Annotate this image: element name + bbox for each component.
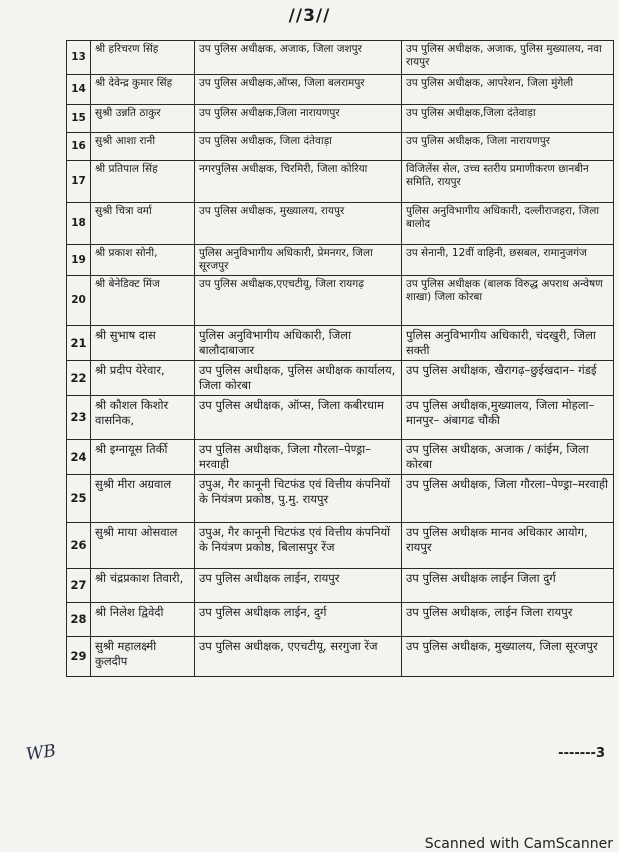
officer-name: श्री चंद्रप्रकाश तिवारी, (91, 569, 195, 603)
officer-name: श्री इग्नायूस तिर्की (91, 440, 195, 475)
current-posting: उप पुलिस अधीक्षक,जिला नारायणपुर (195, 105, 402, 133)
current-posting: उप पुलिस अधीक्षक, जिला गौरला–पेण्ड्रा–मरवाही (195, 440, 402, 475)
row-number: 20 (67, 276, 91, 326)
current-posting: पुलिस अनुविभागीय अधिकारी, जिला बालौदाबाजार (195, 326, 402, 361)
table-row (67, 105, 614, 133)
table-row (67, 637, 614, 677)
row-number: 21 (67, 326, 91, 361)
row-number: 28 (67, 603, 91, 637)
new-posting: उप पुलिस अधीक्षक लाईन जिला दुर्ग (402, 569, 614, 603)
row-number: 17 (67, 161, 91, 203)
row-number: 13 (67, 41, 91, 75)
new-posting: उप पुलिस अधीक्षक,मुख्यालय, जिला मोहला–मानपुर– अंबागढ चौकी (402, 396, 614, 440)
current-posting: उप पुलिस अधीक्षक, मुख्यालय, रायपुर (195, 203, 402, 245)
row-number: 15 (67, 105, 91, 133)
table-row (67, 133, 614, 161)
new-posting: उप पुलिस अधीक्षक मानव अधिकार आयोग, रायपुर (402, 523, 614, 569)
officer-name: सुश्री उन्नति ठाकुर (91, 105, 195, 133)
officer-name: श्री प्रदीप येरेवार, (91, 361, 195, 396)
current-posting: उप पुलिस अधीक्षक, अजाक, जिला जशपुर (195, 41, 402, 75)
page-header: //3// (288, 6, 331, 26)
continuation-marker: -------3 (558, 746, 605, 761)
current-posting: उपुअ, गैर कानूनी चिटफंड एवं वित्तीय कंपनियों के नियंत्रण प्रकोष्ठ, पु.मु. रायपुर (195, 475, 402, 523)
transfer-table (66, 40, 614, 677)
row-number: 27 (67, 569, 91, 603)
current-posting: उप पुलिस अधीक्षक, ऑप्स, जिला कबीरधाम (195, 396, 402, 440)
officer-name: श्री कौशल किशोर वासनिक, (91, 396, 195, 440)
officer-name: श्री प्रतिपाल सिंह (91, 161, 195, 203)
row-number: 25 (67, 475, 91, 523)
row-number: 19 (67, 245, 91, 276)
current-posting: उप पुलिस अधीक्षक,एएचटीयू, जिला रायगढ़ (195, 276, 402, 326)
officer-name: श्री सुभाष दास (91, 326, 195, 361)
table-row (67, 475, 614, 523)
row-number: 18 (67, 203, 91, 245)
new-posting: उप पुलिस अधीक्षक, अजाक, पुलिस मुख्यालय, नवा रायपुर (402, 41, 614, 75)
current-posting: उप पुलिस अधीक्षक, जिला दंतेवाड़ा (195, 133, 402, 161)
officer-name: सुश्री महालक्ष्मी कुलदीप (91, 637, 195, 677)
signature: WB (24, 741, 58, 765)
new-posting: उप पुलिस अधीक्षक (बालक विरुद्ध अपराध अन्वेषण शाखा) जिला कोरबा (402, 276, 614, 326)
current-posting: उप पुलिस अधीक्षक, एएचटीयू, सरगुजा रेंज (195, 637, 402, 677)
table-row (67, 603, 614, 637)
officer-name: सुश्री मीरा अग्रवाल (91, 475, 195, 523)
table-row (67, 75, 614, 105)
new-posting: उप पुलिस अधीक्षक, जिला गौरला–पेण्ड्रा–मरवाही (402, 475, 614, 523)
officer-name: श्री देवेन्द्र कुमार सिंह (91, 75, 195, 105)
table-row (67, 396, 614, 440)
table-row (67, 276, 614, 326)
table-row (67, 41, 614, 75)
new-posting: उप पुलिस अधीक्षक,जिला दंतेवाड़ा (402, 105, 614, 133)
new-posting: उप पुलिस अधीक्षक, खैरागढ़–छुईखदान– गंडई (402, 361, 614, 396)
new-posting: उप सेनानी, 12वीं वाहिनी, छसबल, रामानुजगंज (402, 245, 614, 276)
row-number: 23 (67, 396, 91, 440)
row-number: 16 (67, 133, 91, 161)
new-posting: उप पुलिस अधीक्षक, जिला नारायणपुर (402, 133, 614, 161)
scanner-watermark: Scanned with CamScanner (424, 836, 613, 852)
row-number: 26 (67, 523, 91, 569)
row-number: 14 (67, 75, 91, 105)
table-row (67, 523, 614, 569)
new-posting: पुलिस अनुविभागीय अधिकारी, दल्लीराजहरा, जिला बालोद (402, 203, 614, 245)
table-row (67, 245, 614, 276)
row-number: 29 (67, 637, 91, 677)
table-row (67, 161, 614, 203)
officer-name: सुश्री चित्रा वर्मा (91, 203, 195, 245)
new-posting: उप पुलिस अधीक्षक, मुख्यालय, जिला सूरजपुर (402, 637, 614, 677)
table-row (67, 326, 614, 361)
row-number: 22 (67, 361, 91, 396)
row-number: 24 (67, 440, 91, 475)
current-posting: उप पुलिस अधीक्षक,ऑप्स, जिला बलरामपुर (195, 75, 402, 105)
current-posting: उप पुलिस अधीक्षक, पुलिस अधीक्षक कार्यालय, जिला कोरबा (195, 361, 402, 396)
table-row (67, 203, 614, 245)
current-posting: नगरपुलिस अधीक्षक, चिरमिरी, जिला कोरिया (195, 161, 402, 203)
new-posting: पुलिस अनुविभागीय अधिकारी, चंदखुरी, जिला सक्ती (402, 326, 614, 361)
new-posting: उप पुलिस अधीक्षक, लाईन जिला रायपुर (402, 603, 614, 637)
officer-name: श्री हरिचरण सिंह (91, 41, 195, 75)
table-row (67, 361, 614, 396)
current-posting: उप पुलिस अधीक्षक लाईन, दुर्ग (195, 603, 402, 637)
current-posting: उप पुलिस अधीक्षक लाईन, रायपुर (195, 569, 402, 603)
officer-name: सुश्री आशा रानी (91, 133, 195, 161)
current-posting: पुलिस अनुविभागीय अधिकारी, प्रेमनगर, जिला सूरजपुर (195, 245, 402, 276)
officer-name: सुश्री माया ओसवाल (91, 523, 195, 569)
table-row (67, 440, 614, 475)
table-row (67, 569, 614, 603)
officer-name: श्री निलेश द्विवेदी (91, 603, 195, 637)
new-posting: उप पुलिस अधीक्षक, अजाक / कांईम, जिला कोरबा (402, 440, 614, 475)
current-posting: उपुअ, गैर कानूनी चिटफंड एवं वित्तीय कंपनियों के नियंत्रण प्रकोष्ठ, बिलासपुर रेंज (195, 523, 402, 569)
new-posting: उप पुलिस अधीक्षक, आपरेशन, जिला मुंगेली (402, 75, 614, 105)
officer-name: श्री प्रकाश सोनी, (91, 245, 195, 276)
new-posting: विजिलेंस सेल, उच्च स्तरीय प्रमाणीकरण छानबीन समिति, रायपुर (402, 161, 614, 203)
officer-name: श्री बेनेडिक्ट मिंज (91, 276, 195, 326)
